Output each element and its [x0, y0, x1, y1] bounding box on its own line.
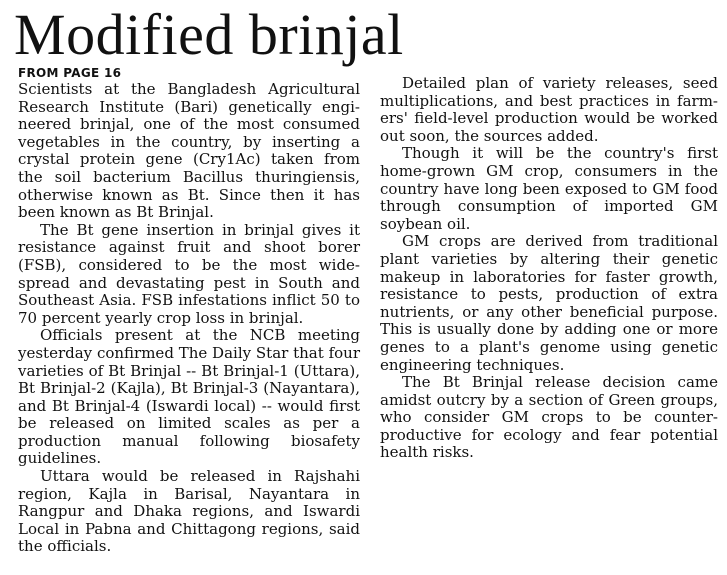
paragraph: Though it will be the country's first home-grown GM crop, consumers in the country have long been exposed to GM food through consumption of imported GM soybean oil. — [380, 144, 718, 233]
article-column-right — [380, 75, 718, 462]
paragraph: The Bt Brinjal release decision came amidst outcry by a section of Green groups, who consider GM crops to be counterproductive for ecology and fear potential health risks. — [380, 373, 718, 462]
paragraph: Uttara would be released in Rajshahi region, Kajla in Barisal, Nayantara in Rangpur and Dhaka regions, and Iswardi Local in Pabna and Chittagong regions, said the officials. — [18, 467, 360, 556]
paragraph: GM crops are derived from traditional plant varieties by altering their genetic makeup in laboratories for faster growth, resistance to pests, production of extra nutrients, or any other beneficial purpose. This is usually done by adding one or more genes to a plant's genome using genetic engineering techniques. — [380, 232, 718, 374]
article-column-left — [18, 66, 360, 556]
paragraph: Detailed plan of variety releases, seed multiplications, and best practices in farmers' field-level production would be worked out soon, the sources added. — [380, 74, 718, 145]
paragraph: Officials present at the NCB meeting yesterday confirmed The Daily Star that four varieties of Bt Brinjal -- Bt Brinjal-1 (Uttara), Bt Brinjal-2 (Kajla), Bt Brinjal-3 (Nayantara), and Bt Brinjal-4 (Iswardi local) -- would first be released on limited scales as per a production manual following biosafety guidelines. — [18, 326, 360, 468]
paragraph: Scientists at the Bangladesh Agricultural Research Institute (Bari) genetically engineered brinjal, one of the most consumed vegetables in the country, by inserting a crystal protein gene (Cry1Ac) taken from the soil bacterium Bacillus thuringiensis, otherwise known as Bt. Since then it has been known as Bt Brinjal. — [18, 80, 360, 222]
article-headline: Modified brinjal — [14, 2, 404, 67]
paragraph: The Bt gene insertion in brinjal gives it resistance against fruit and shoot borer (FSB), considered to be the most widespread and devastating pest in South and Southeast Asia. FSB infestations inflict 50 to 70 percent yearly crop loss in brinjal. — [18, 220, 360, 327]
jump-label: FROM PAGE 16 — [18, 66, 122, 80]
